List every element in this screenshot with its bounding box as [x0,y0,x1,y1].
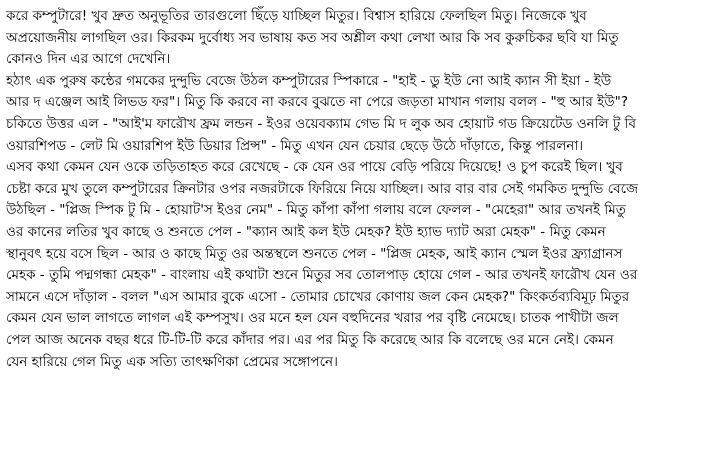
text-line: কেমন যেন ভাল লাগতে লাগল এই কম্পসুখ। ওর মনে হল যেন বহুদিনের খরার পর বৃষ্টি নেমেছে। চাতক পাখীটা জল [6,310,619,327]
text-line: হঠাৎ এক পুরুষ কন্ঠের গমকের দুন্দুভি বেজে উঠল কম্পুটারের স্পিকারে - "হাই - ডু ইউ নো আই ক্যান সী ইয়া - ইউ [6,72,612,89]
text-line: ওয়ারশিপড - লেট মি ওয়ারশিপ ইউ ডিয়ার প্রিন্স" - মিতু এখন যেন চেয়ার ছেড়ে উঠে দাঁড়াতে, কিন্তু পারলনা। [6,137,584,154]
text-line: চকিতে উত্তর এল - "আই'ম ফারৌখ ফ্রম লন্ডন - ইওর ওয়েবক্যাম গেভ মি দ লুক অব হোয়াট গড ক্রিয়েটেড ওনলি টু বি [6,115,636,132]
text-line: ওর কানের লতির খুব কাছে ও শুনতে পেল - "ক্যান আই কল ইউ মেহক? ইউ হ্যাভ দ্যাট অরা মেহক" - মিতু কেমন [6,223,606,240]
text-line: যেন হারিয়ে গেল মিতু এক সত্যি তাৎক্ষণিকা প্রেমের সঙ্গোপনে। [6,353,338,370]
text-line: আর দ এঞ্জেল আই লিভড ফর"। মিতু কি করবে না করবে বুঝতে না পেরে জড়তা মাখান গলায় বলল - "হু আর ইউ"? [6,94,629,111]
text-line: পেল আজ অনেক বছর ধরে টি-টি-টি করে কাঁদার পর। এর পর মিতু কি করেছে আর কি বলেছে ওর মনে নেই। কেমন [6,331,614,348]
story-text [6,6,705,373]
text-line: উঠছিল - "প্লিজ স্পিক টু মি - হোয়াট'স ইওর নেম" - মিতু কাঁপা কাঁপা গলায় বলে ফেলল - "মেহেরা" আর তখনই মিতু [6,202,626,219]
text-line: কোনও দিন এর আগে দেখেনি। [6,51,171,68]
text-line: এসব কথা কেমন যেন ওকে তড়িতাহত করে রেখেছে - কে যেন ওর পায়ে বেড়ি পরিয়ে দিয়েছে! ও চুপ করেই ছিল। খুব [6,159,623,176]
text-line: অপ্রয়োজনীয় লাগছিল ওর। কিরকম দুর্বোধ্য সব ভাষায় কত সব অশ্লীল কথা লেখা আর কি সব কুরুচিকর ছবি যা মিতু [6,29,619,46]
text-line: স্থানুবৎ হয়ে বসে ছিল - আর ও কাছে মিতু ওর অন্তস্থলে শুনতে পেল - "প্লিজ মেহক, আই ক্যান স্মেল ইওর ফ্র্যাগ্রানস [6,245,623,262]
text-line: করে কম্পুটারে! খুব দ্রুত অনুভূতির তারগুলো ছিঁড়ে যাচ্ছিল মিতুর। বিশ্বাস হারিয়ে ফেলছিল মিতু। নিজেকে খুব [6,8,587,24]
text-line: সামনে এসে দাঁড়াল - বলল "এস আমার বুকে এসো - তোমার চোখের কোণায় জল কেন মেহক?" কিংকর্তব্যবিমূঢ় মিতুর [6,288,630,305]
text-line: চেষ্টা করে মুখ তুলে কম্পুটারের ক্রিনটার ওপর নজরটাকে ফিরিয়ে নিয়ে যাচ্ছিল। আর বার বার সেই গমকিত দুন্দুভি বেজে [6,180,639,197]
text-line: মেহক - তুমি পদ্মগন্ধা মেহক" - বাংলায় এই কথাটা শুনে মিতুর সব তোলপাড় হোয়ে গেল - আর তখনই ফারৌখ যেন ওর [6,267,638,284]
